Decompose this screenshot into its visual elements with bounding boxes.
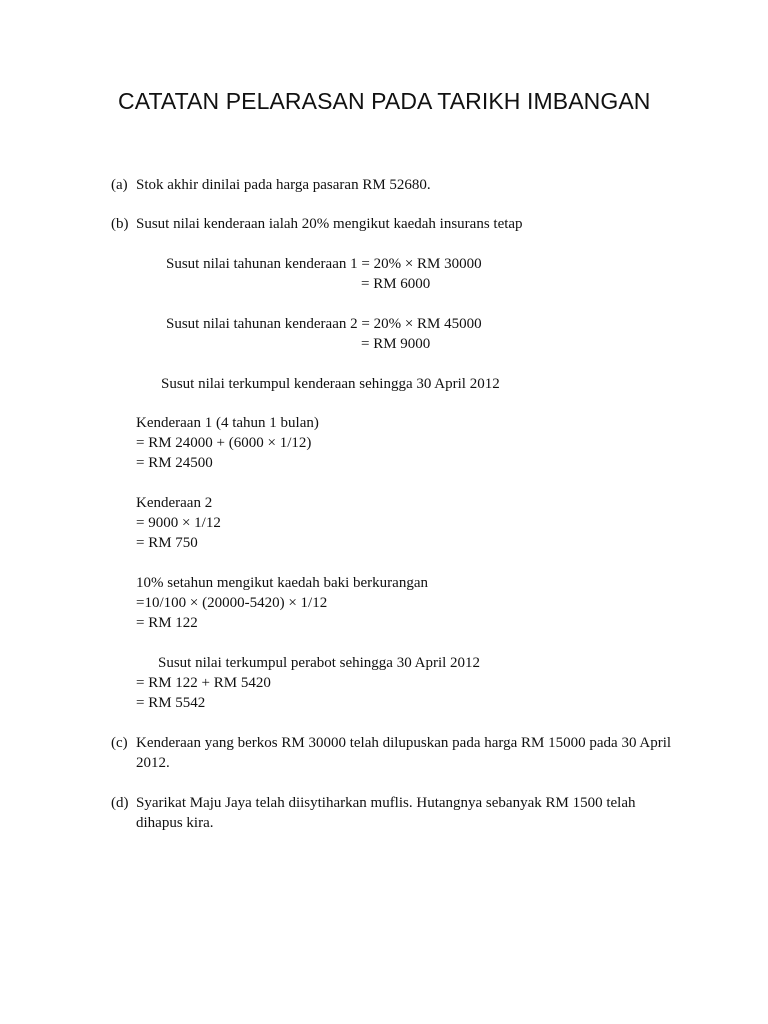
item-a-text: Stok akhir dinilai pada harga pasaran RM 52680. bbox=[136, 177, 431, 193]
item-c-text-line2: 2012. bbox=[136, 755, 170, 771]
vehicle2-label: Kenderaan 2 bbox=[136, 495, 213, 511]
vehicle1-step1: = RM 24000 + (6000 × 1/12) bbox=[136, 435, 312, 451]
furniture-step2: = RM 122 bbox=[136, 615, 198, 631]
vehicle2-annual-result: = RM 9000 bbox=[361, 336, 431, 352]
vehicle1-annual-result: = RM 6000 bbox=[361, 276, 431, 292]
vehicle2-step2: = RM 750 bbox=[136, 535, 198, 551]
vehicle1-step2: = RM 24500 bbox=[136, 455, 213, 471]
item-d-marker: (d) bbox=[111, 795, 129, 811]
page-title: CATATAN PELARASAN PADA TARIKH IMBANGAN bbox=[118, 88, 651, 114]
furniture-accumulated-heading: Susut nilai terkumpul perabot sehingga 30 April 2012 bbox=[158, 655, 481, 671]
furniture-total-step2: = RM 5542 bbox=[136, 695, 206, 711]
furniture-method: 10% setahun mengikut kaedah baki berkurangan bbox=[136, 575, 428, 591]
item-a-marker: (a) bbox=[111, 177, 128, 193]
item-d-text-line2: dihapus kira. bbox=[136, 815, 214, 831]
item-c-marker: (c) bbox=[111, 735, 128, 751]
item-c-text-line1: Kenderaan yang berkos RM 30000 telah dilupuskan pada harga RM 15000 pada 30 April bbox=[136, 735, 672, 751]
vehicle2-annual-depreciation: Susut nilai tahunan kenderaan 2 = 20% × RM 45000 bbox=[166, 316, 482, 332]
vehicle2-step1: = 9000 × 1/12 bbox=[136, 515, 221, 531]
vehicle1-label: Kenderaan 1 (4 tahun 1 bulan) bbox=[136, 415, 319, 431]
item-d-text-line1: Syarikat Maju Jaya telah diisytiharkan muflis. Hutangnya sebanyak RM 1500 telah bbox=[136, 795, 636, 811]
furniture-step1: =10/100 × (20000-5420) × 1/12 bbox=[136, 595, 328, 611]
furniture-total-step1: = RM 122 + RM 5420 bbox=[136, 675, 271, 691]
item-b-marker: (b) bbox=[111, 216, 129, 232]
item-b-text: Susut nilai kenderaan ialah 20% mengikut kaedah insurans tetap bbox=[136, 216, 523, 232]
accumulated-depreciation-heading: Susut nilai terkumpul kenderaan sehingga 30 April 2012 bbox=[161, 376, 500, 392]
vehicle1-annual-depreciation: Susut nilai tahunan kenderaan 1 = 20% × RM 30000 bbox=[166, 256, 482, 272]
